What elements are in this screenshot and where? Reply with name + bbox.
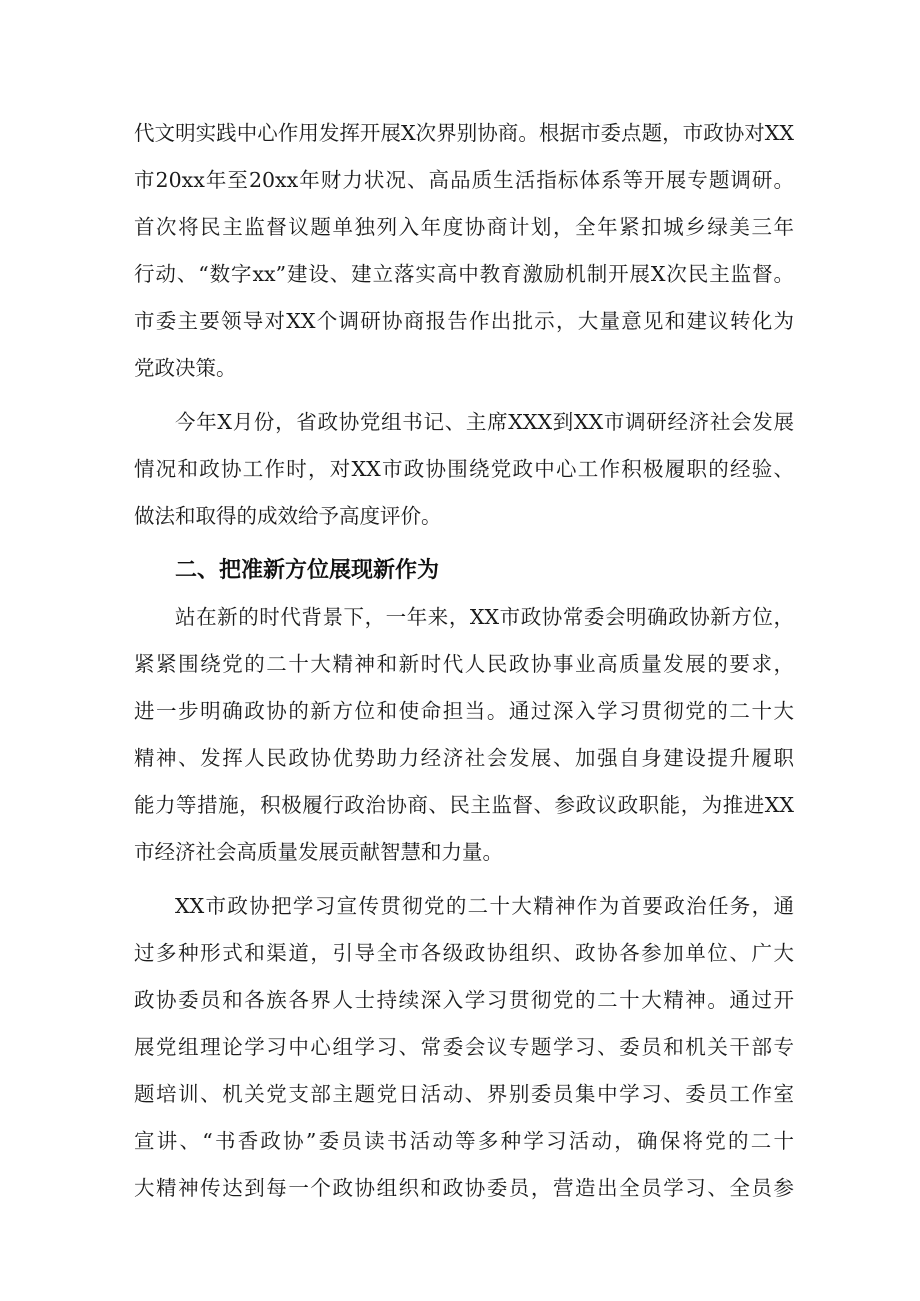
text-line: 今年X月份，省政协党组书记、主席XXX到XX市调研经济社会发展 bbox=[175, 410, 794, 434]
text-line: 进一步明确政协的新方位和使命担当。通过深入学习贯彻党的二十大 bbox=[134, 699, 794, 723]
text-line: 过多种形式和渠道，引导全市各级政协组织、政协各参加单位、广大 bbox=[134, 941, 794, 965]
text-line: 宣讲、“书香政协”委员读书活动等多种学习活动，确保将党的二十 bbox=[134, 1129, 794, 1153]
text-line: 做法和取得的成效给予高度评价。 bbox=[134, 504, 442, 528]
text-line: 首次将民主监督议题单独列入年度协商计划，全年紧扣城乡绿美三年 bbox=[134, 215, 794, 239]
document-body bbox=[134, 110, 794, 1212]
paragraph-gap bbox=[134, 392, 794, 399]
text-line: 政协委员和各族各界人士持续深入学习贯彻党的二十大精神。通过开 bbox=[134, 988, 794, 1012]
paragraph-gap bbox=[134, 540, 794, 547]
text-line: 市20xx年至20xx年财力状况、高品质生活指标体系等开展专题调研。 bbox=[134, 168, 794, 192]
text-line: 市委主要领导对XX个调研协商报告作出批示，大量意见和建议转化为 bbox=[134, 309, 794, 333]
text-line: 大精神传达到每一个政协组织和政协委员，营造出全员学习、全员参 bbox=[134, 1176, 794, 1200]
text-line: 精神、发挥人民政协优势助力经济社会发展、加强自身建设提升履职 bbox=[134, 746, 794, 770]
section-heading: 二、把准新方位展现新作为 bbox=[175, 558, 440, 583]
text-line: 市经济社会高质量发展贡献智慧和力量。 bbox=[134, 840, 503, 864]
text-line: 紧紧围绕党的二十大精神和新时代人民政协事业高质量发展的要求， bbox=[134, 652, 794, 676]
text-line: 能力等措施，积极履行政治协商、民主监督、参政议政职能，为推进XX bbox=[134, 793, 794, 817]
text-line: 情况和政协工作时，对XX市政协围绕党政中心工作积极履职的经验、 bbox=[134, 457, 794, 481]
text-line: 站在新的时代背景下，一年来，XX市政协常委会明确政协新方位， bbox=[175, 605, 794, 629]
text-line: 题培训、机关党支部主题党日活动、界别委员集中学习、委员工作室 bbox=[134, 1082, 794, 1106]
paragraph-provincial-evaluation bbox=[134, 399, 794, 540]
text-line: 党政决策。 bbox=[134, 356, 237, 380]
text-line: 展党组理论学习中心组学习、常委会议专题学习、委员和机关干部专 bbox=[134, 1035, 794, 1059]
text-line: 行动、“数字xx”建设、建立落实高中教育激励机制开展X次民主监督。 bbox=[134, 262, 794, 286]
paragraph-study-campaign bbox=[134, 883, 794, 1212]
text-line: 代文明实践中心作用发挥开展X次界别协商。根据市委点题，市政协对XX bbox=[134, 121, 794, 145]
paragraph-democratic-supervision bbox=[134, 110, 794, 392]
paragraph-new-position bbox=[134, 594, 794, 876]
paragraph-gap bbox=[134, 876, 794, 883]
text-line: XX市政协把学习宣传贯彻党的二十大精神作为首要政治任务，通 bbox=[175, 894, 794, 918]
